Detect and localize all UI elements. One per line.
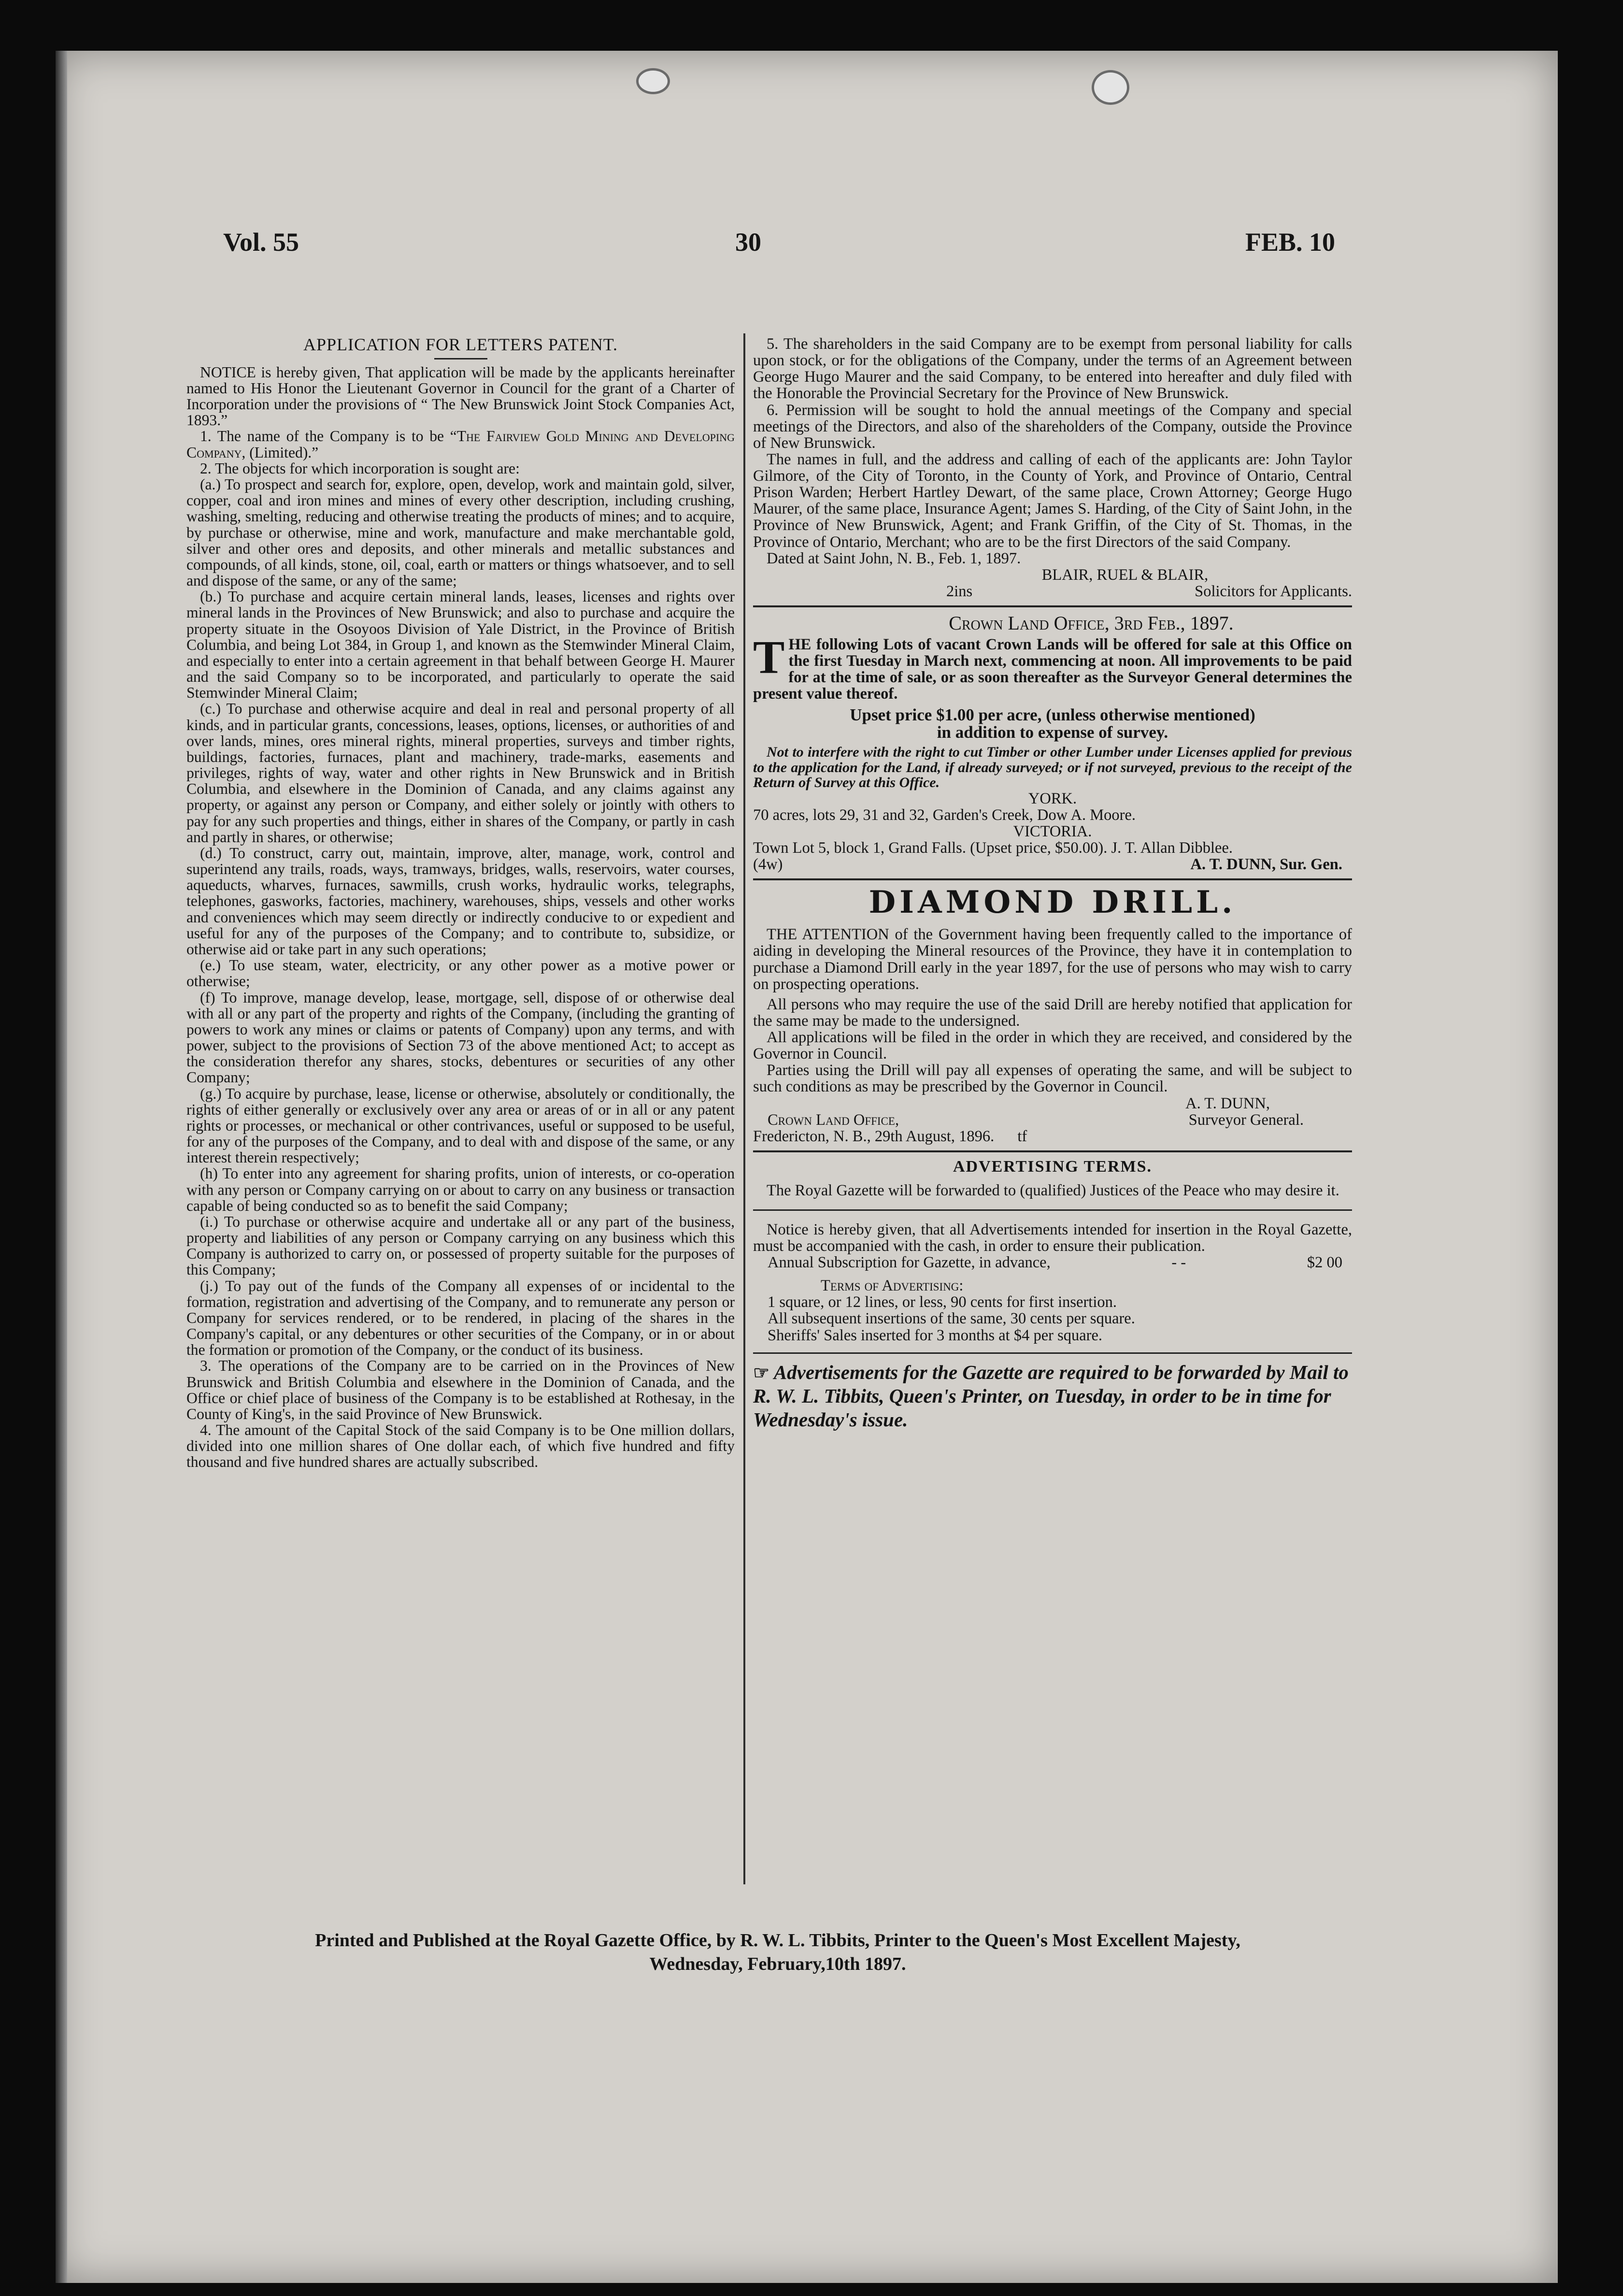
punch-hole-left	[636, 68, 670, 94]
capital-paragraph: 4. The amount of the Capital Stock of the said Company is to be One million dollars, divided into one million shares of One dollar each, of which five hundred and fifty thousand and five hundred shares are actually subscribed.	[186, 1421, 735, 1471]
page-number: 30	[735, 228, 761, 257]
section-rule-3	[753, 1150, 1352, 1152]
applicants-paragraph: The names in full, and the address and calling of each of the applicants are: John Taylor Gilmore, of the City of Toronto, in the County of York, and Province of Ontario, Central Prison Warden; Herbert Hartley Dewart, of the same place, Crown Attorney; George Hugo Maurer, of the same place, Insurance Agent; James S. Harding, of the City of Saint John, in the Province of New Brunswick, Agent; and Frank Griffin, of the City of St. Thomas, in the Province of Ontario, Merchant; who are to be the first Directors of the said Company.	[753, 450, 1352, 551]
operations-paragraph: 3. The operations of the Company are to be carried on in the Provinces of New Brunswick and British Columbia and elsewhere in the Dominion of Canada, and the Office or chief place of business of the Company is to be established at Rothesay, in the County of King's, in the said Province of New Brunswick.	[186, 1357, 735, 1422]
company-name-paragraph	[186, 428, 735, 460]
closing-text: Advertisements for the Gazette are required to be forwarded by Mail to R. W. L. Tibbits, Queen's Printer, on Tuesday, in order to be in time for Wednesday's issue.	[753, 1361, 1349, 1431]
upset-price-line-1: Upset price $1.00 per acre, (unless otherwise mentioned)	[850, 705, 1255, 724]
drill-signer: A. T. DUNN,	[1185, 1094, 1270, 1112]
diamond-drill-title: DIAMOND DRILL.	[868, 884, 1237, 921]
drill-dateline-row	[753, 1128, 1352, 1145]
run-weeks: (4w)	[753, 856, 783, 873]
firm-name: BLAIR, RUEL & BLAIR,	[1041, 566, 1209, 584]
advertising-terms-title: ADVERTISING TERMS.	[953, 1157, 1153, 1176]
subscription-dashes: - -	[1171, 1254, 1186, 1271]
york-heading: YORK.	[1028, 789, 1077, 807]
drill-role: Surveyor General.	[1188, 1111, 1304, 1129]
p1-pre: 1. The name of the Company is to be “	[200, 428, 457, 445]
adv-rule	[753, 1209, 1352, 1211]
p1-post: (Limited).”	[245, 444, 319, 461]
adv-rule-2	[753, 1352, 1352, 1354]
victoria-heading: VICTORIA.	[1013, 822, 1092, 840]
notice-paragraph: NOTICE is hereby given, That application will be made by the applicants hereinafter named to His Honor the Lieutenant Governor in Council for the grant of a Charter of Incorporation under the provisions of “ The New Brunswick Joint Stock Companies Act, 1893.”	[186, 363, 735, 429]
till-forbid: tf	[1017, 1127, 1027, 1145]
subscription-price: $2 00	[1307, 1254, 1342, 1271]
section-rule	[753, 605, 1352, 607]
term-1: 1 square, or 12 lines, or less, 90 cents for first insertion.	[768, 1293, 1117, 1311]
crown-signature-row	[753, 856, 1352, 873]
imprint-line-2: Wednesday, February,10th 1897.	[649, 1954, 906, 1975]
binding-gutter	[56, 51, 67, 2283]
terms-heading: Terms of Advertising:	[821, 1277, 964, 1295]
adv-paragraph-2: Notice is hereby given, that all Advertisements intended for insertion in the Royal Gazette, must be accompanied with the cash, in order to ensure their publication.	[753, 1220, 1352, 1255]
drop-cap: T	[753, 631, 785, 684]
drill-paragraph-4: Parties using the Drill will pay all expenses of operating the same, and will be subject to such conditions as may be prescribed by the Governor in Council.	[753, 1062, 1352, 1096]
object-j: (j.) To pay out of the funds of the Company all expenses of or incidental to the formation, registration and advertising of the Company, and to remunerate any person or Company for services rendered, or to be rendered, in placing of the shares in the Company's capital, or any debentures or other securities of the Company, or in or about the formation or promotion of the Company, or the conduct of its business.	[186, 1277, 735, 1359]
object-i: (i.) To purchase or otherwise acquire and undertake all or any part of the business, property and liabilities of any person or Company carrying on any business which this Company is authorized to carry on, or possessed of property suitable for the purposes of this Company;	[186, 1213, 735, 1278]
object-a: (a.) To prospect and search for, explore, open, develop, work and maintain gold, silver, copper, coal and iron mines and mines of every other description, including crushing, washing, smelting, reducing and otherwise treating the products of mines; and to acquire, by purchase or otherwise, mine and work, manufacture and make merchantable gold, silver and other ores and deposits, and other minerals and metallic substances and compounds, of all kinds, stone, oil, coal, earth or matters or things whatsoever, and to sell and dispose of the same, or any of the same;	[186, 476, 735, 589]
upset-price-line-2: in addition to expense of survey.	[937, 723, 1168, 742]
object-e: (e.) To use steam, water, electricity, or any other power as a motive power or otherwise;	[186, 957, 735, 990]
imprint-footer	[203, 1929, 1352, 1977]
title-rule	[434, 358, 487, 359]
drill-dateline: Fredericton, N. B., 29th August, 1896.	[753, 1127, 995, 1145]
subscription-label: Annual Subscription for Gazette, in advance,	[768, 1254, 1051, 1271]
left-column	[186, 336, 735, 1470]
column-divider	[743, 333, 745, 1884]
company-name: The Fairview Gold Mining and Developing Company,	[186, 428, 735, 461]
object-c: (c.) To purchase and otherwise acquire and deal in real and personal property of all kinds, and in particular grants, concessions, leases, options, licenses, or authorities of and over lands, mines, ores mineral rights, mineral properties, surveys and timber rights, buildings, factories, furnaces, plant and machinery, trade-marks, easements and privileges, rights of way, water and other rights in New Brunswick and in British Columbia, and elsewhere in the Dominion of Canada, and any claims against any property, or against any person or Company, and either solely or jointly with others to pay for any such properties and things, either in shares of the Company, or partly in cash and partly in shares, or otherwise;	[186, 700, 735, 846]
adv-paragraph-1: The Royal Gazette will be forwarded to (qualified) Justices of the Peace who may desire it.	[767, 1181, 1339, 1199]
drill-office: Crown Land Office,	[768, 1111, 899, 1129]
punch-hole-right	[1092, 70, 1129, 105]
page-header	[223, 227, 1335, 261]
drill-paragraph-1: THE ATTENTION of the Government having been frequently called to the importance of aiding in developing the Mineral resources of the Province, they have it in contemplation to purchase a Diamond Drill early in the year 1897, for the use of persons who may wish to carry on prospecting operations.	[753, 926, 1352, 993]
volume-label: Vol. 55	[223, 228, 299, 257]
solicitors-label: Solicitors for Applicants.	[1195, 582, 1352, 600]
subscription-row	[753, 1254, 1352, 1271]
objects-paragraph: 2. The objects for which incorporation is sought are:	[200, 459, 520, 477]
object-g: (g.) To acquire by purchase, lease, license or otherwise, absolutely or conditionally, the rights of either generally or exclusively over any area or areas of or in all or any patent rights or processes, or mechanical or other contrivances, useful or supposed to be useful, for any of the purposes of the Company, and to deal with and dispose of the same, or any interest therein respectively;	[186, 1085, 735, 1166]
timber-notice: Not to interfere with the right to cut Timber or other Lumber under Licenses applied for previous to the application for the Land, if already surveyed; or if not surveyed, previous to the receipt of the Return of Survey at this Office.	[753, 744, 1352, 790]
object-b: (b.) To purchase and acquire certain mineral lands, leases, licenses and rights over mineral lands in the Provinces of New Brunswick; and also to purchase and acquire the property situate in the Osoyoos Division of Yale District, in the Province of British Columbia, and being Lot 384, in Group 1, and known as the Stemwinder Mineral Claim, and especially to enter into a certain agreement in that behalf between George H. Maurer and the said Company so to be incorporated, and particularly to operate the said Stemwinder Mineral Claim;	[186, 588, 735, 702]
right-column	[753, 336, 1352, 1432]
dated-line: Dated at Saint John, N. B., Feb. 1, 1897.	[767, 549, 1021, 567]
object-d: (d.) To construct, carry out, maintain, improve, alter, manage, work, control and superintend any trails, roads, ways, tramways, bridges, walls, reservoirs, water courses, aqueducts, wharves, furnaces, sawmills, crush works, hydraulic works, telegraphs, telephones, gasworks, factories, machinery, warehouses, ships, vessels and other works and conveniences which may seem directly or indirectly conducive to or expedient and useful for any of the purposes of the Company; and to contribute to, subsidize, or otherwise aid or take part in any such operations;	[186, 844, 735, 958]
object-f: (f) To improve, manage develop, lease, mortgage, sell, dispose of or otherwise deal with all or any part of the property and rights of the Company, (including the granting of powers to work any mines or claims or patents of Company) upon any terms, and with power, subject to the provisions of Section 73 of the above mentioned Act; to accept as the consideration therefor any shares, stocks, debentures or securities of any other Company;	[186, 989, 735, 1086]
victoria-lot: Town Lot 5, block 1, Grand Falls. (Upset price, $50.00). J. T. Allan Dibblee.	[753, 839, 1233, 857]
crown-signer: A. T. DUNN, Sur. Gen.	[1190, 856, 1342, 873]
issue-date: FEB. 10	[1245, 228, 1335, 257]
pointing-hand-icon: ☞	[753, 1363, 770, 1383]
solicitors-row	[753, 583, 1352, 600]
crown-land-text: HE following Lots of vacant Crown Lands will be offered for sale at this Office on the first Tuesday in March next, commencing at noon. All improvements to be paid for at the time of sale, or as soon thereafter as the Surveyor General determines the present value thereof.	[753, 636, 1352, 703]
crown-land-notice	[753, 631, 1352, 703]
closing-notice	[753, 1361, 1352, 1432]
object-h: (h) To enter into any agreement for sharing profits, union of interests, or co-operation with any person or Company carrying on or about to carry on any business or transaction capable of being conducted so as to benefit the said Company;	[186, 1165, 735, 1214]
drill-office-row	[753, 1112, 1352, 1128]
insertion-count: 2ins	[946, 582, 973, 600]
york-lot: 70 acres, lots 29, 31 and 32, Garden's Creek, Dow A. Moore.	[753, 806, 1136, 824]
drill-paragraph-3: All applications will be filed in the order in which they are received, and considered by the Governor in Council.	[753, 1029, 1352, 1063]
crown-land-heading: Crown Land Office, 3rd Feb., 1897.	[949, 612, 1234, 634]
section-title: APPLICATION FOR LETTERS PATENT.	[303, 335, 618, 354]
section-rule-2	[753, 878, 1352, 880]
term-2: All subsequent insertions of the same, 30 cents per square.	[768, 1310, 1135, 1328]
imprint-line-1: Printed and Published at the Royal Gazette Office, by R. W. L. Tibbits, Printer to the Queen's Most Excellent Majesty,	[315, 1930, 1240, 1951]
drill-paragraph-2: All persons who may require the use of the said Drill are hereby notified that application for the same may be made to the undersigned.	[753, 995, 1352, 1030]
meetings-paragraph: 6. Permission will be sought to hold the annual meetings of the Company and special meetings of the Directors, and also of the shareholders of the Company, outside the Province of New Brunswick.	[753, 401, 1352, 452]
liability-paragraph: 5. The shareholders in the said Company are to be exempt from personal liability for calls upon stock, or for the obligations of the Company, under the terms of an Agreement between George Hugo Maurer and the said Company, to be entered into hereafter and duly filed with the Honorable the Provincial Secretary for the Province of New Brunswick.	[753, 335, 1352, 402]
term-3: Sheriffs' Sales inserted for 3 months at $4 per square.	[768, 1326, 1103, 1344]
